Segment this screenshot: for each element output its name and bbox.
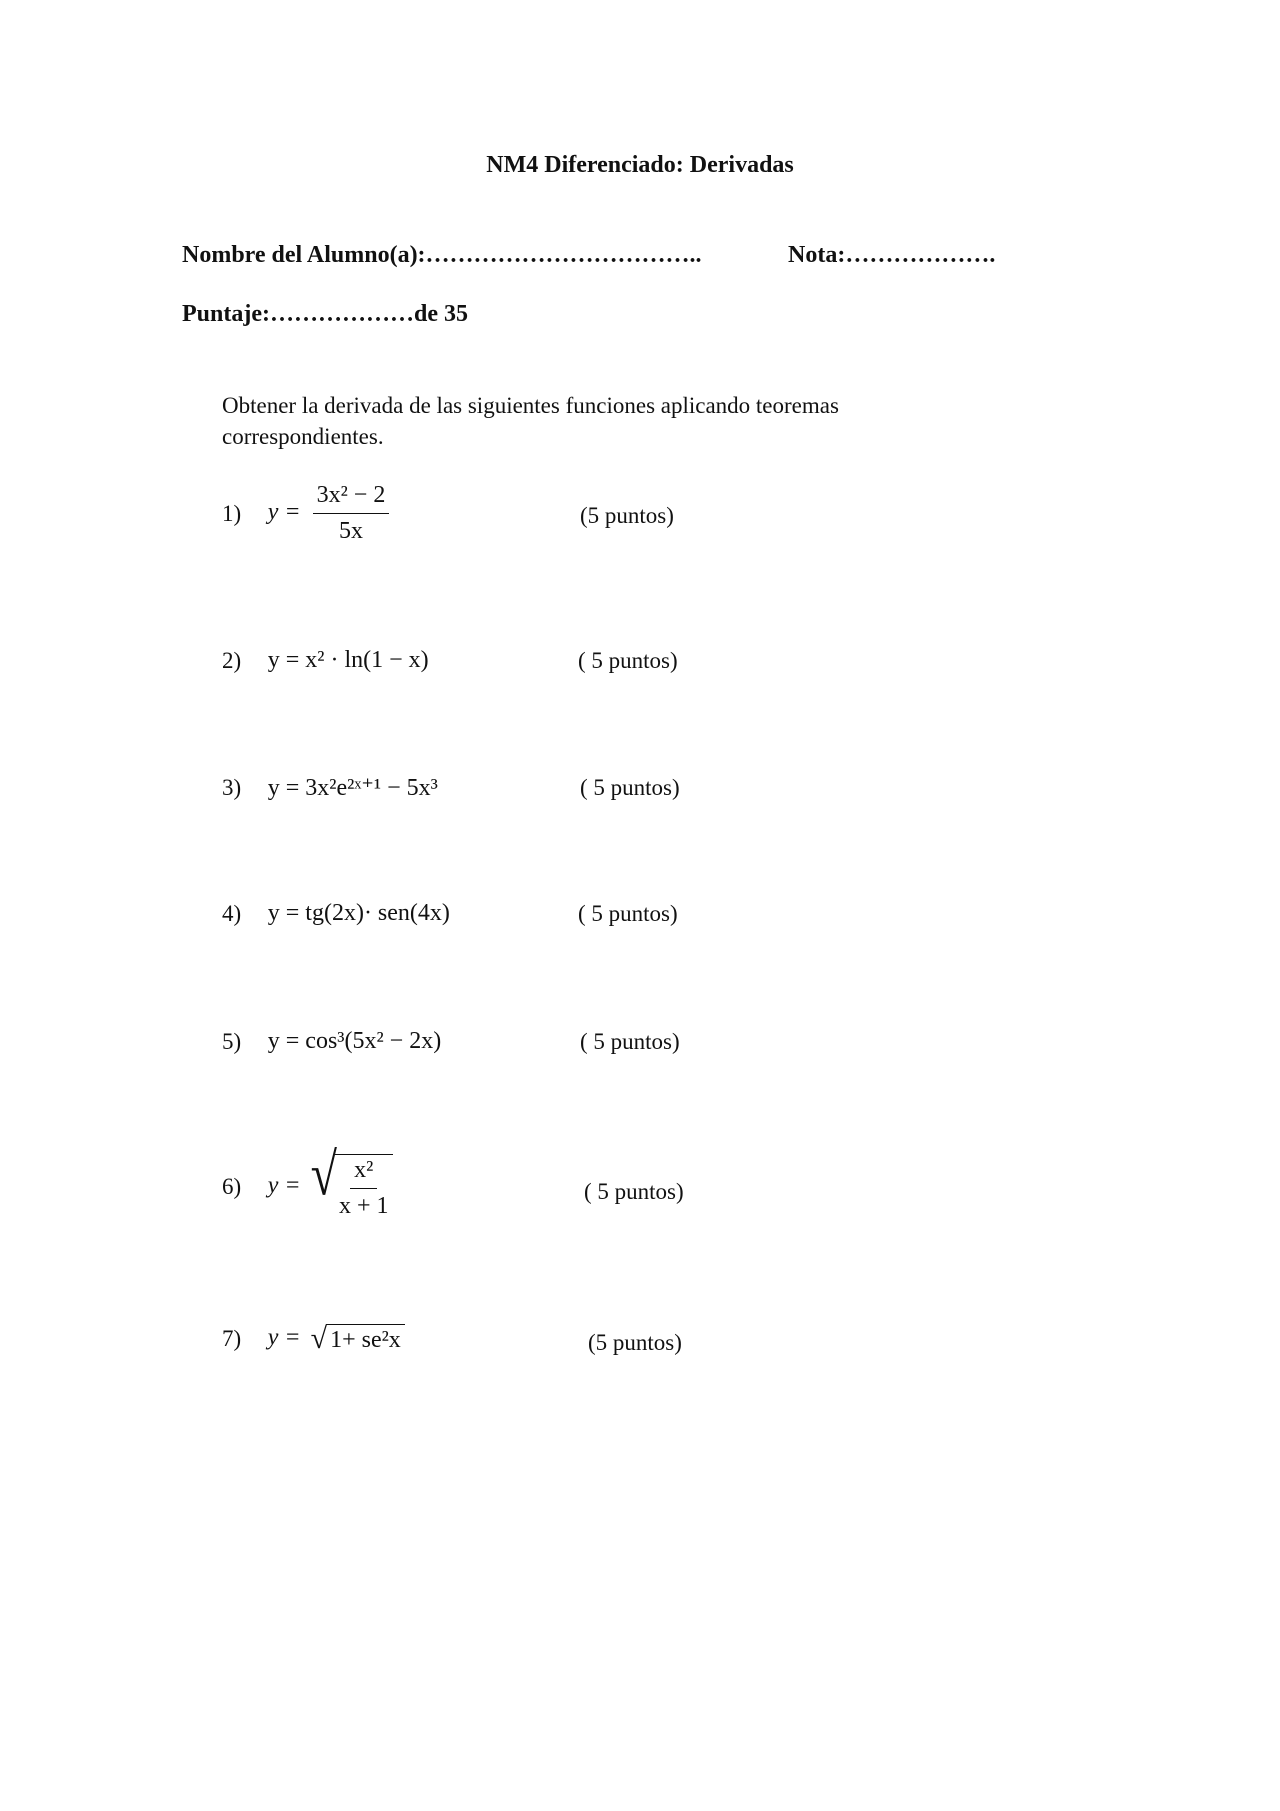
radicand — [335, 1154, 393, 1220]
points-4: ( 5 puntos) — [578, 901, 678, 926]
fraction-denominator: x + 1 — [338, 1193, 389, 1219]
problem-number: 4) — [222, 900, 242, 926]
equation-lhs: y = — [267, 1172, 301, 1199]
problem-number: 5) — [222, 1028, 242, 1054]
radical-sign-icon: √ — [310, 1322, 328, 1355]
equation-1 — [268, 482, 390, 545]
problem-3 — [222, 773, 438, 802]
equation-4: y = tg(2x)· sen(4x) — [267, 900, 450, 927]
fraction — [339, 1157, 389, 1220]
points-3: ( 5 puntos) — [580, 775, 680, 800]
equation-6 — [267, 1142, 393, 1220]
fraction-denominator: 5x — [338, 518, 363, 544]
fraction — [313, 482, 390, 545]
problem-7 — [222, 1324, 405, 1354]
radicand: 1+ se²x — [326, 1324, 405, 1354]
grade-field: Nota:………………. — [788, 242, 996, 268]
points-5: ( 5 puntos) — [580, 1029, 680, 1054]
square-root — [310, 1142, 393, 1220]
score-field: Puntaje:………………de 35 — [182, 301, 468, 327]
problem-1 — [222, 482, 389, 545]
problem-6 — [222, 1142, 393, 1220]
equation-lhs: y = — [267, 1324, 301, 1351]
points-7: (5 puntos) — [588, 1330, 682, 1355]
problem-number: 2) — [222, 647, 242, 673]
problem-number: 7) — [222, 1326, 242, 1351]
fraction-numerator: x² — [350, 1157, 377, 1189]
points-2: ( 5 puntos) — [578, 648, 678, 673]
problem-number: 3) — [222, 774, 242, 800]
radical-sign-icon: √ — [310, 1142, 337, 1209]
equation-2: y = x² · ln(1 − x) — [267, 647, 429, 674]
equation-7 — [268, 1324, 405, 1354]
equation-5: y = cos³(5x² − 2x) — [267, 1028, 442, 1055]
problem-number: 6) — [222, 1174, 242, 1199]
equation-3: y = 3x²e²ˣ⁺¹ − 5x³ — [267, 775, 438, 802]
problem-5 — [222, 1027, 441, 1055]
square-root — [311, 1324, 405, 1354]
page-title: NM4 Diferenciado: Derivadas — [486, 152, 794, 178]
problem-2 — [222, 646, 429, 674]
points-1: (5 puntos) — [580, 503, 674, 528]
instructions-text: Obtener la derivada de las siguientes funciones aplicando teoremas correspondientes. — [222, 393, 839, 449]
fraction-numerator: 3x² − 2 — [313, 482, 390, 514]
problem-4 — [222, 899, 450, 927]
points-6: ( 5 puntos) — [584, 1179, 684, 1204]
equation-lhs: y = — [267, 499, 301, 526]
problem-number: 1) — [222, 500, 242, 526]
student-name-field: Nombre del Alumno(a):…………………………….. — [182, 242, 702, 268]
